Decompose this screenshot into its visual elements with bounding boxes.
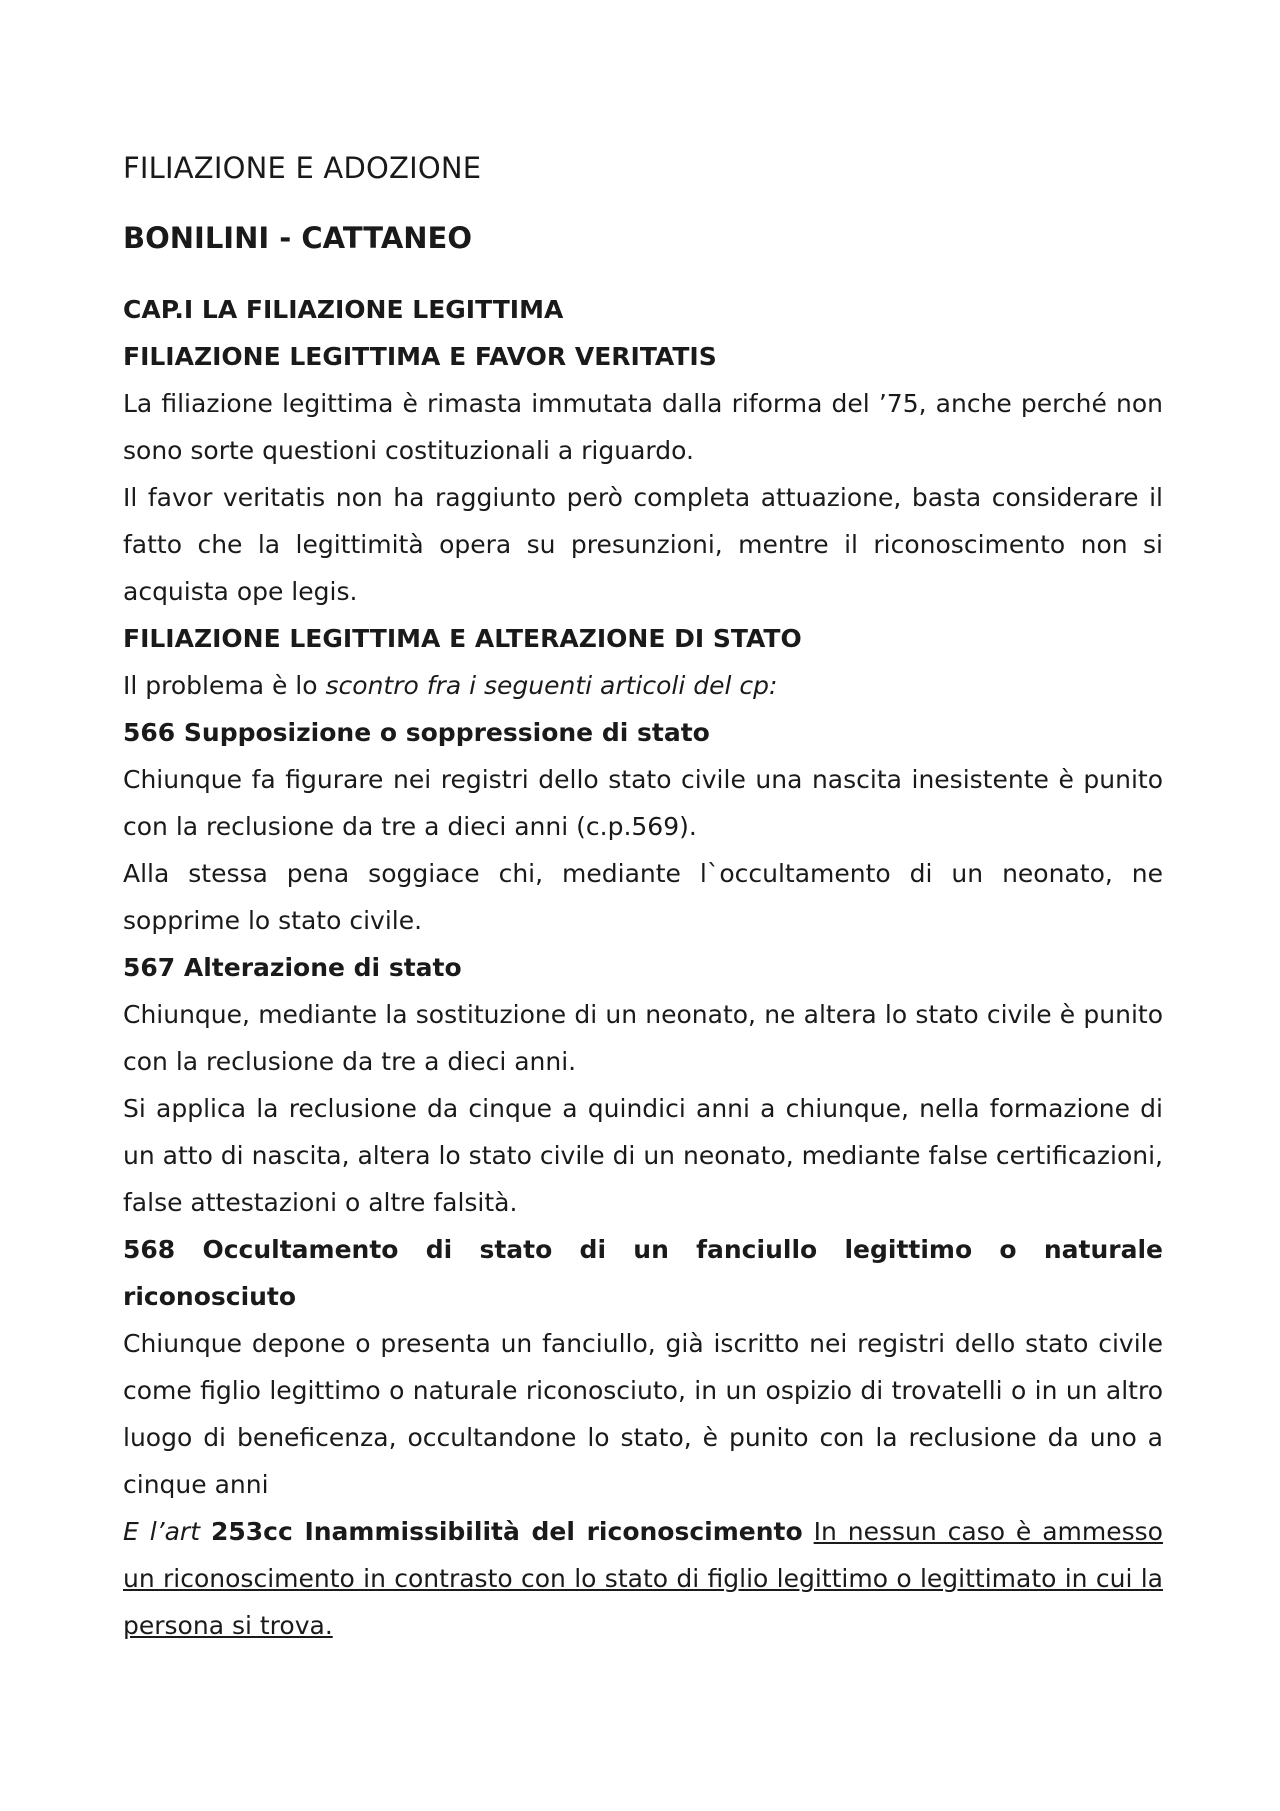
intro-italic-text: scontro fra i seguenti articoli del cp: <box>325 671 778 700</box>
paragraph: Il favor veritatis non ha raggiunto però completa attuazione, basta considerare il fatto che la legittimità opera su presunzioni, mentre il riconoscimento non si acquista ope legis. <box>123 483 1163 606</box>
document-authors: BONILINI - CATTANEO <box>123 221 473 255</box>
paragraph: Si applica la reclusione da cinque a quindici anni a chiunque, nella formazione di un atto di nascita, altera lo stato civile di un neonato, mediante false certificazioni, false attestazioni o altre falsità. <box>123 1094 1163 1217</box>
document-page <box>123 148 1163 1649</box>
art-253-bold-text: 253cc Inammissibilità del riconoscimento <box>210 1517 803 1546</box>
paragraph-art-253 <box>123 1508 1163 1649</box>
intro-plain-text: Il problema è lo <box>123 671 326 700</box>
art-253-underlined-text: In nessun caso è ammesso un riconoscimento in contrasto con lo stato di figlio legittimo o legittimato in cui la persona si trova. <box>123 1517 1163 1640</box>
section-heading-favor-veritatis: FILIAZIONE LEGITTIMA E FAVOR VERITATIS <box>123 342 717 371</box>
paragraph: Chiunque fa figurare nei registri dello stato civile una nascita inesistente è punito con la reclusione da tre a dieci anni (c.p.569). <box>123 765 1163 841</box>
article-heading-568: 568 Occultamento di stato di un fanciullo legittimo o naturale riconosciuto <box>123 1235 1163 1311</box>
paragraph: Alla stessa pena soggiace chi, mediante l`occultamento di un neonato, ne sopprime lo stato civile. <box>123 859 1163 935</box>
paragraph: Chiunque, mediante la sostituzione di un neonato, ne altera lo stato civile è punito con la reclusione da tre a dieci anni. <box>123 1000 1163 1076</box>
paragraph: La filiazione legittima è rimasta immutata dalla riforma del ’75, anche perché non sono sorte questioni costituzionali a riguardo. <box>123 389 1163 465</box>
paragraph-intro <box>123 662 1163 709</box>
chapter-heading: CAP.I LA FILIAZIONE LEGITTIMA <box>123 295 564 324</box>
document-title: FILIAZIONE E ADOZIONE <box>123 151 482 185</box>
article-heading-567: 567 Alterazione di stato <box>123 953 462 982</box>
section-heading-alterazione-stato: FILIAZIONE LEGITTIMA E ALTERAZIONE DI STATO <box>123 624 802 653</box>
paragraph: Chiunque depone o presenta un fanciullo, già iscritto nei registri dello stato civile come figlio legittimo o naturale riconosciuto, in un ospizio di trovatelli o in un altro luogo di beneficenza, occultandone lo stato, è punito con la reclusione da uno a cinque anni <box>123 1329 1163 1499</box>
art-253-italic-text: E l’art <box>123 1517 201 1546</box>
article-heading-566: 566 Supposizione o soppressione di stato <box>123 718 710 747</box>
